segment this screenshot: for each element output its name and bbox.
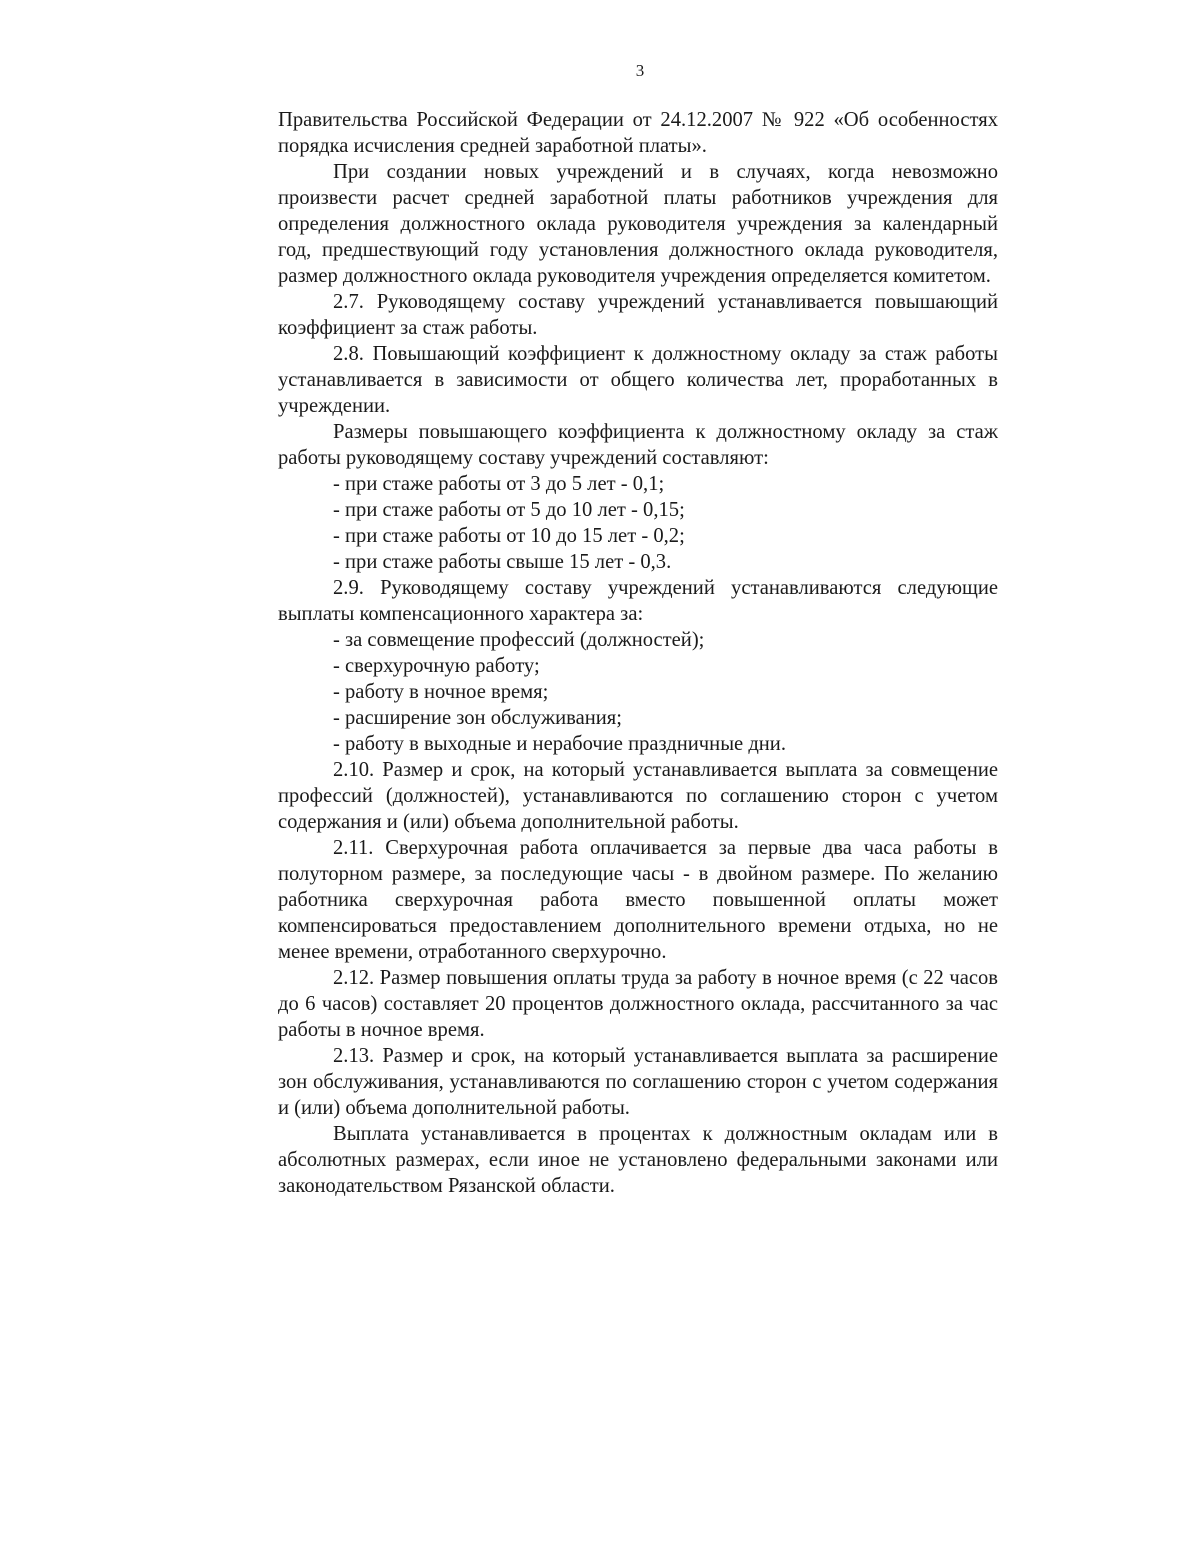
list-item: - за совмещение профессий (должностей); [333, 629, 705, 651]
paragraph-2-12: 2.12. Размер повышения оплаты труда за работу в ночное время (с 22 часов до 6 часов) составляет 20 процентов должностного оклада, рассчитанного за час работы в ночное время. [278, 967, 998, 1041]
page-number: 3 [635, 61, 645, 80]
list-item: - работу в выходные и нерабочие праздничные дни. [333, 733, 786, 755]
list-item: - расширение зон обслуживания; [333, 707, 623, 729]
list-item: - при стаже работы от 3 до 5 лет - 0,1; [333, 473, 665, 495]
document-body [278, 107, 998, 1199]
list-item: - работу в ночное время; [333, 681, 549, 703]
paragraph-2-13: 2.13. Размер и срок, на который устанавливается выплата за расширение зон обслуживания, устанавливаются по соглашению сторон с учетом содержания и (или) объема дополнительной работы. [278, 1045, 998, 1119]
list-item: - при стаже работы от 5 до 10 лет - 0,15; [333, 499, 685, 521]
paragraph-new-institutions: При создании новых учреждений и в случаях, когда невозможно произвести расчет средней заработной платы работников учреждения для определения должностного оклада руководителя учреждения за календарный год, предшествующий году установления должностного оклада руководителя, размер должностного оклада руководителя учреждения определяется комитетом. [278, 161, 998, 287]
paragraph-coefficient-sizes: Размеры повышающего коэффициента к должностному окладу за стаж работы руководящему составу учреждений составляют: [278, 421, 998, 469]
paragraph-2-7: 2.7. Руководящему составу учреждений устанавливается повышающий коэффициент за стаж работы. [278, 291, 998, 339]
paragraph-continuation: Правительства Российской Федерации от 24.12.2007 № 922 «Об особенностях порядка исчисления средней заработной платы». [278, 109, 998, 157]
paragraph-2-9: 2.9. Руководящему составу учреждений устанавливаются следующие выплаты компенсационного характера за: [278, 577, 998, 625]
paragraph-2-10: 2.10. Размер и срок, на который устанавливается выплата за совмещение профессий (должностей), устанавливаются по соглашению сторон с учетом содержания и (или) объема дополнительной работы. [278, 759, 998, 833]
list-item: - сверхурочную работу; [333, 655, 540, 677]
paragraph-payment-basis: Выплата устанавливается в процентах к должностным окладам или в абсолютных размерах, если иное не установлено федеральными законами или законодательством Рязанской области. [278, 1123, 998, 1197]
list-item: - при стаже работы от 10 до 15 лет - 0,2; [333, 525, 685, 547]
paragraph-2-8: 2.8. Повышающий коэффициент к должностному окладу за стаж работы устанавливается в зависимости от общего количества лет, проработанных в учреждении. [278, 343, 998, 417]
list-item: - при стаже работы свыше 15 лет - 0,3. [333, 551, 672, 573]
paragraph-2-11: 2.11. Сверхурочная работа оплачивается за первые два часа работы в полуторном размере, за последующие часы - в двойном размере. По желанию работника сверхурочная работа вместо повышенной оплаты может компенсироваться предоставлением дополнительного времени отдыха, но не менее времени, отработанного сверхурочно. [278, 837, 998, 963]
